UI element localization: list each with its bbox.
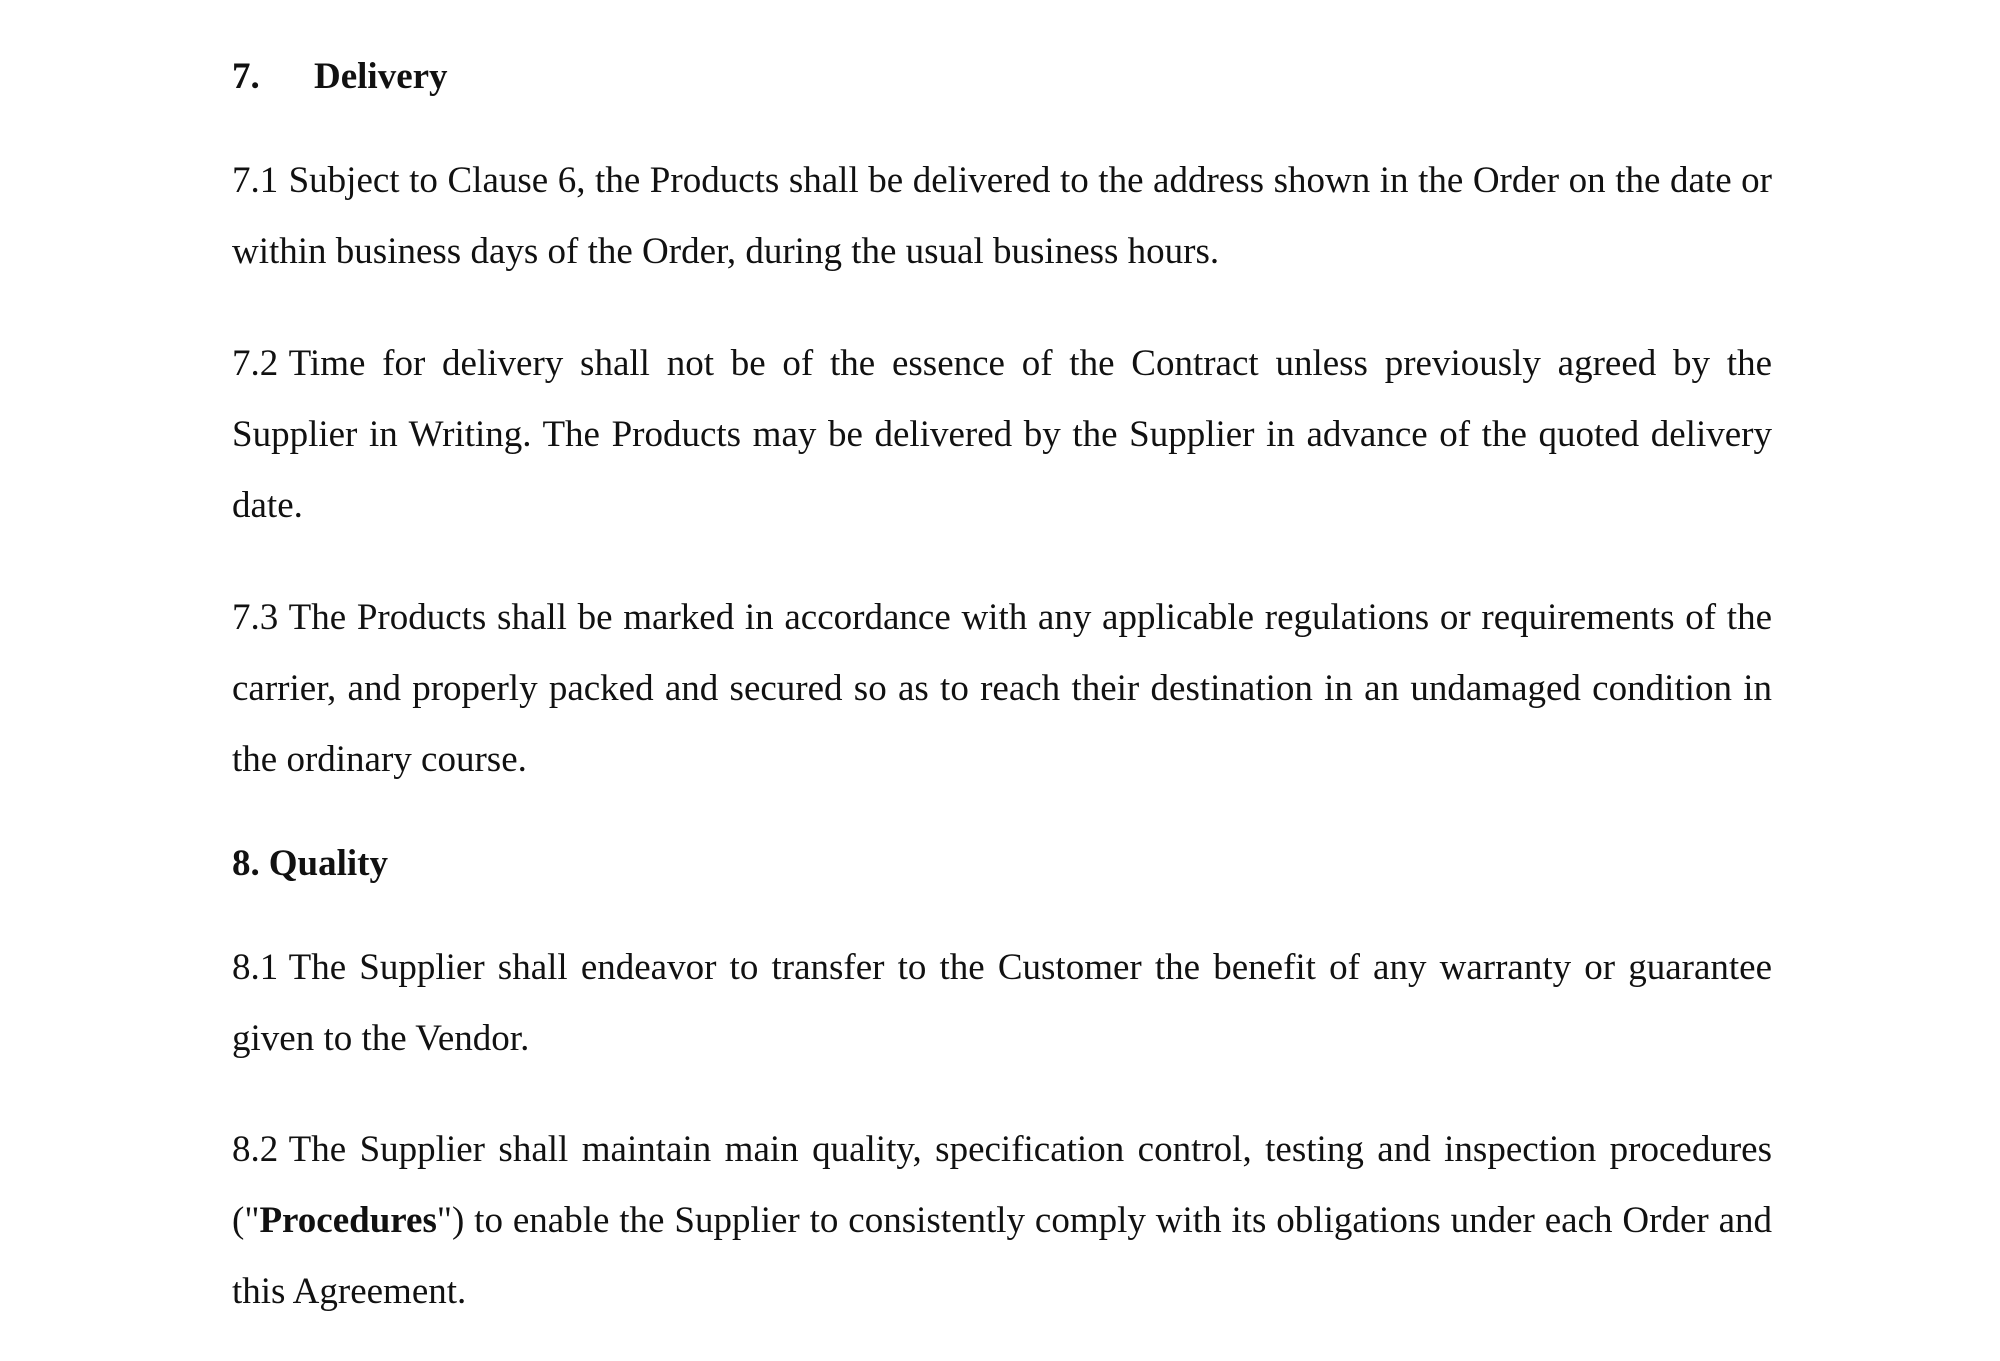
clause-7-1-text: Subject to Clause 6, the Products shall be delivered to the address shown in the Order on the date or within business days of the Order, during the usual business hours. xyxy=(232,160,1772,272)
section-7-title: Delivery xyxy=(314,56,448,97)
section-8-number: 8. xyxy=(232,843,260,884)
clause-7-2-number: 7.2 xyxy=(232,343,279,384)
document-page xyxy=(232,52,1772,1327)
clause-7-2-text: Time for delivery shall not be of the essence of the Contract unless previously agreed by the Supplier in Writing. The Products may be delivered by the Supplier in advance of the quoted delivery date. xyxy=(232,343,1772,526)
clause-8-2-text-after: ") to enable the Supplier to consistently comply with its obligations under each Order and this Agreement. xyxy=(232,1200,1772,1312)
clause-8-2-text-before: The Supplier shall maintain main quality, specification control, testing and inspection procedures (" xyxy=(232,1129,1772,1241)
clause-7-2 xyxy=(232,328,1772,541)
defined-term-procedures: Procedures xyxy=(259,1200,437,1241)
section-8-title: Quality xyxy=(268,843,388,884)
clause-7-3 xyxy=(232,582,1772,795)
clause-7-3-number: 7.3 xyxy=(232,597,279,638)
clause-8-1-text: The Supplier shall endeavor to transfer to the Customer the benefit of any warranty or guarantee given to the Vendor. xyxy=(232,947,1772,1059)
clause-7-3-text: The Products shall be marked in accordance with any applicable regulations or requirements of the carrier, and properly packed and secured so as to reach their destination in an undamaged condition in the ordinary course. xyxy=(232,597,1772,780)
clause-8-1 xyxy=(232,932,1772,1074)
section-8-heading xyxy=(232,839,1772,889)
clause-7-1 xyxy=(232,145,1772,287)
clause-8-1-number: 8.1 xyxy=(232,947,279,988)
section-7-heading xyxy=(232,52,1772,102)
clause-8-2-number: 8.2 xyxy=(232,1129,279,1170)
clause-7-1-number: 7.1 xyxy=(232,160,279,201)
clause-8-2 xyxy=(232,1114,1772,1327)
section-7-number: 7. xyxy=(232,56,260,97)
